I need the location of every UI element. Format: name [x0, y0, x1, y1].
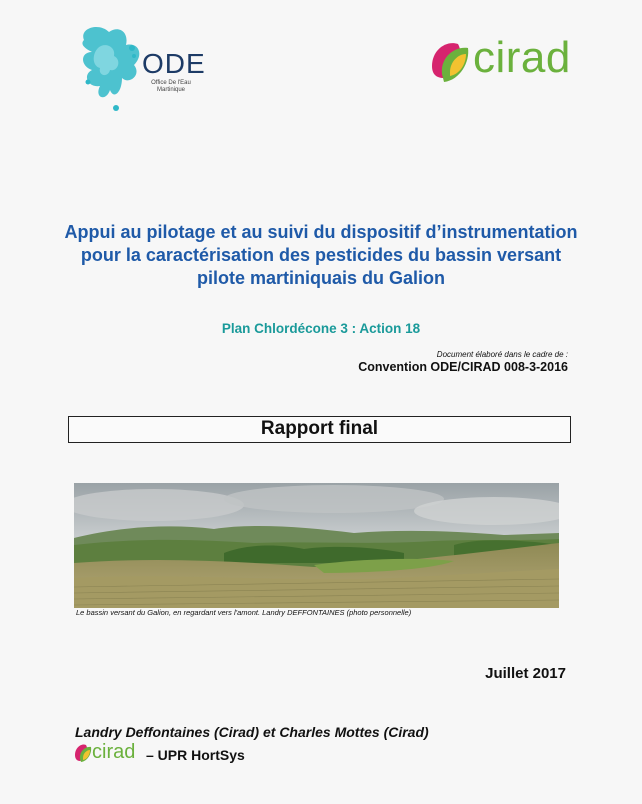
ode-logo-subtitle: Office De l'Eau Martinique [151, 80, 191, 93]
authors: Landry Deffontaines (Cirad) et Charles Mottes (Cirad) [75, 724, 429, 740]
document-title: Appui au pilotage et au suivi du dispositif d’instrumentation pour la caractérisation des pesticides du bassin versant pilote martiniquais du Galion [64, 222, 578, 288]
document-context-note: Document élaboré dans le cadre de : [436, 350, 568, 359]
landscape-photo [74, 483, 559, 608]
report-date: Juillet 2017 [485, 665, 566, 682]
research-unit: – UPR HortSys [146, 747, 245, 763]
convention-reference: Convention ODE/CIRAD 008-3-2016 [358, 360, 568, 374]
photo-caption: Le bassin versant du Galion, en regardant vers l'amont. Landry DEFFONTAINES (photo personnelle) [76, 608, 412, 617]
document-subtitle: Plan Chlordécone 3 : Action 18 [221, 321, 421, 336]
cirad-small-logo-text: cirad [92, 741, 136, 763]
cirad-logo-text: cirad [473, 33, 571, 82]
ode-logo-text: ODE [142, 48, 206, 79]
report-label: Rapport final [260, 418, 379, 439]
